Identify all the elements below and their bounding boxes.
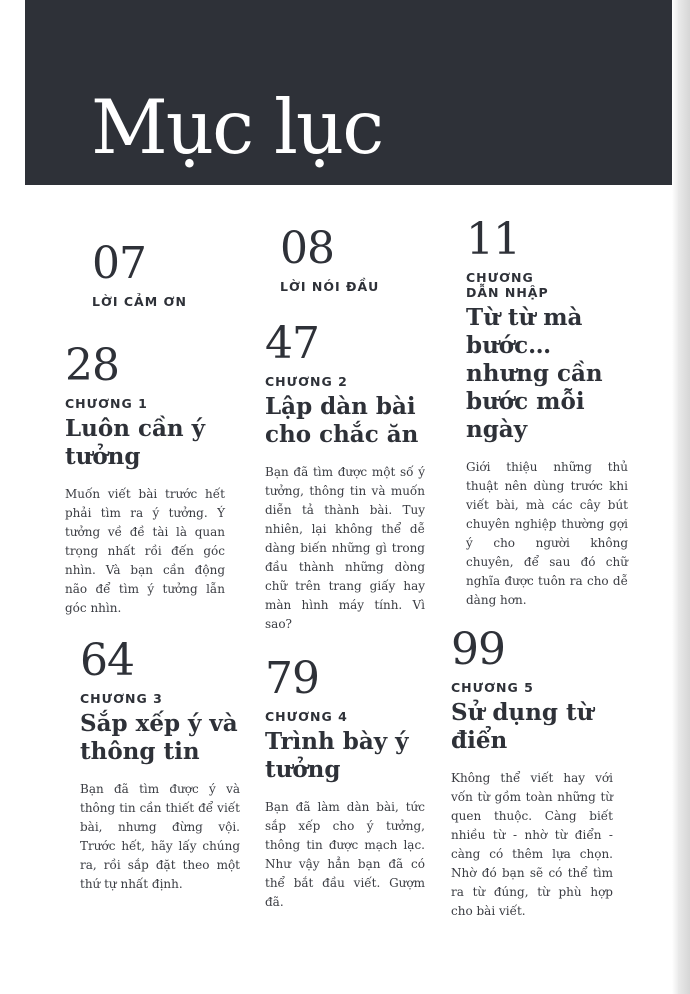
chapter-description: Bạn đã làm dàn bài, tức sắp xếp cho ý tưởng, thông tin được mạch lạc. Như vậy hẳn bạn đã có thể bắt đầu viết. Gượm đã. <box>265 800 425 909</box>
entry-label: CHƯƠNG 2 <box>265 374 348 389</box>
entry-label: LỜI CẢM ƠN <box>92 294 187 309</box>
page-edge-highlight <box>672 0 678 994</box>
page-number: 08 <box>280 223 334 274</box>
page-number: 99 <box>451 624 505 675</box>
entry-label: CHƯƠNG 5 <box>451 680 534 695</box>
chapter-title: Trình bày ý tưởng <box>265 728 409 783</box>
chapter-title: Từ từ mà bước… nhưng cần bước mỗi ngày <box>466 304 603 443</box>
toc-entry-chapter-5[interactable] <box>451 626 613 921</box>
toc-entry-chapter-1[interactable] <box>65 342 225 618</box>
entry-label: CHƯƠNG 3 <box>80 691 163 706</box>
chapter-description: Giới thiệu những thủ thuật nên dùng trước khi viết bài, mà các cây bút chuyên nghiệp thường gợi ý cho người không chuyên, để sau đó chữ nghĩa được tuôn ra cho dễ dàng hơn. <box>466 460 628 607</box>
toc-entry-chapter-2[interactable] <box>265 320 425 634</box>
page-number: 47 <box>265 318 319 369</box>
header-banner <box>25 0 687 185</box>
toc-entry-preface[interactable] <box>280 225 430 294</box>
chapter-title: Lập dàn bài cho chắc ăn <box>265 393 419 448</box>
chapter-description: Muốn viết bài trước hết phải tìm ra ý tưởng. Ý tưởng về đề tài là quan trọng nhất rồi đến góc nhìn. Và bạn cần động não để tìm ý tưởng lẫn góc nhìn. <box>65 487 225 615</box>
chapter-description: Bạn đã tìm được một số ý tưởng, thông tin và muốn diễn tả thành bài. Tuy nhiên, lại không thể dễ dàng biến những gì trong đầu thành những dòng chữ trên trang giấy hay màn hình máy tính. Vì sao? <box>265 465 425 631</box>
entry-label: CHƯƠNG DẪN NHẬP <box>466 270 549 300</box>
page-title: Mục lục <box>91 83 383 171</box>
entry-label: CHƯƠNG 4 <box>265 709 348 724</box>
entry-label: CHƯƠNG 1 <box>65 396 148 411</box>
toc-entry-introduction[interactable] <box>466 216 628 610</box>
entry-label: LỜI NÓI ĐẦU <box>280 279 380 294</box>
chapter-description: Không thể viết hay với vốn từ gồm toàn những từ quen thuộc. Càng biết nhiều từ - nhờ từ điển - càng có thêm lựa chọn. Nhờ đó bạn sẽ có thể tìm ra từ đúng, từ phù hợp cho bài viết. <box>451 771 613 918</box>
toc-entry-acknowledgements[interactable] <box>92 240 242 309</box>
page-number: 11 <box>466 214 520 265</box>
chapter-title: Sắp xếp ý và thông tin <box>80 710 238 765</box>
page-number: 07 <box>92 238 146 289</box>
chapter-title: Luôn cần ý tưởng <box>65 415 205 470</box>
page-number: 28 <box>65 340 119 391</box>
chapter-title: Sử dụng từ điển <box>451 699 594 754</box>
chapter-description: Bạn đã tìm được ý và thông tin cần thiết để viết bài, nhưng đừng vội. Trước hết, hãy lấy chúng ra, rồi sắp đặt theo một thứ tự nhất định. <box>80 782 240 891</box>
page-number: 79 <box>265 653 319 704</box>
page-number: 64 <box>80 635 134 686</box>
toc-entry-chapter-4[interactable] <box>265 655 425 912</box>
toc-entry-chapter-3[interactable] <box>80 637 240 894</box>
